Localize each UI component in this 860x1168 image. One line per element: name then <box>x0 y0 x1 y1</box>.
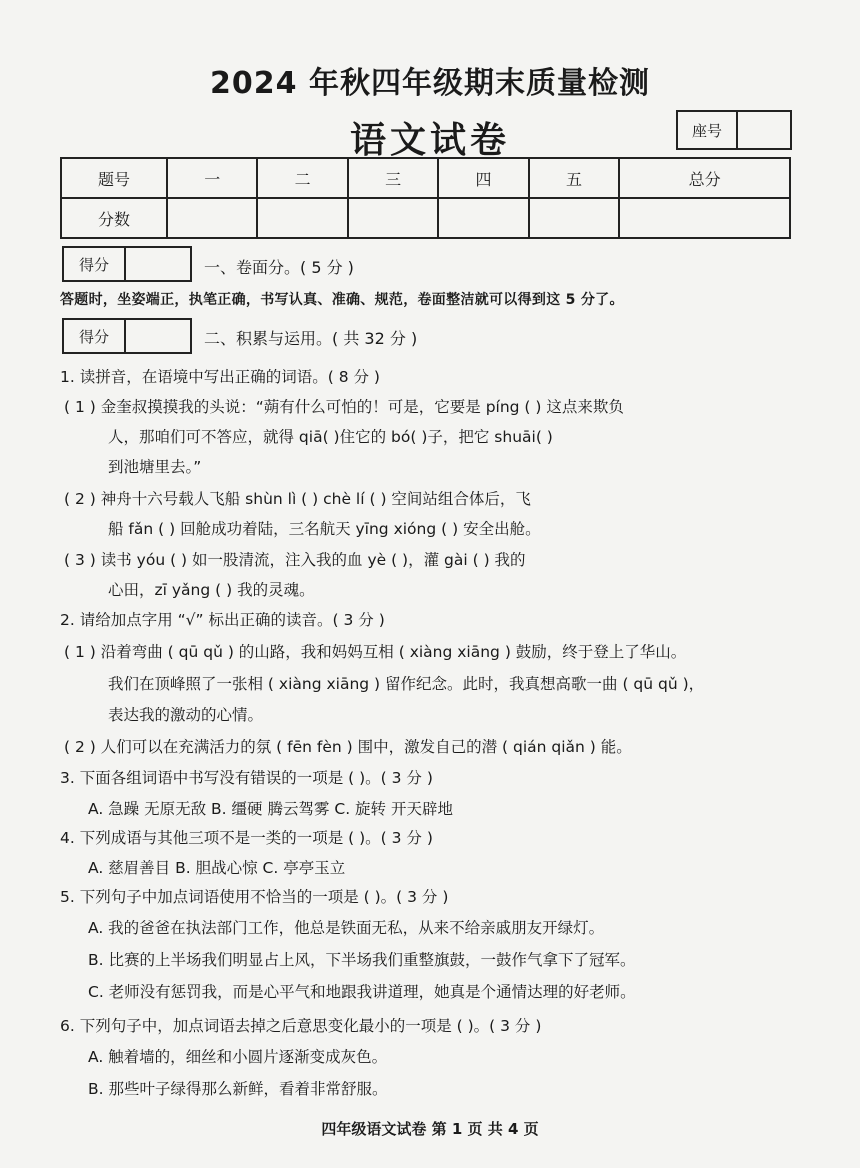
section-score-field[interactable] <box>126 320 190 352</box>
q6-option-a: A. 触着墙的，细丝和小圆片逐渐变成灰色。 <box>88 1048 388 1066</box>
section2-title: 二、积累与运用。( 共 32 分 ) <box>204 329 418 348</box>
score-table-score-row <box>61 198 790 238</box>
q1-p1-line: 人，那咱们可不答应，就得 qiā( )住它的 bó( )子，把它 shuāi( ) <box>108 428 553 446</box>
q4-options: A. 慈眉善目 B. 胆战心惊 C. 亭亭玉立 <box>88 859 346 877</box>
q6-option-b: B. 那些叶子绿得那么新鲜，看着非常舒服。 <box>88 1080 388 1098</box>
score-table-cell: 四 <box>438 158 528 198</box>
q3-stem: 3. 下面各组词语中书写没有错误的一项是 ( )。( 3 分 ) <box>60 769 433 787</box>
q5-option-b: B. 比赛的上半场我们明显占上风，下半场我们重整旗鼓，一鼓作气拿下了冠军。 <box>88 951 636 969</box>
section-score-field[interactable] <box>126 248 190 280</box>
score-table-cell: 一 <box>167 158 257 198</box>
score-field[interactable] <box>167 198 257 238</box>
score-table-cell: 题号 <box>61 158 167 198</box>
score-table-cell: 二 <box>257 158 347 198</box>
exam-title: 2024 年秋四年级期末质量检测 <box>210 66 650 101</box>
q1-p1-line: 到池塘里去。” <box>108 458 202 476</box>
score-field[interactable] <box>619 198 790 238</box>
q2-stem: 2. 请给加点字用 “√” 标出正确的读音。( 3 分 ) <box>60 611 385 629</box>
seat-number-field[interactable] <box>738 112 790 148</box>
section2-score-box <box>62 318 192 354</box>
score-field[interactable] <box>348 198 438 238</box>
q2-p1-line: 我们在顶峰照了一张相 ( xiàng xiāng ) 留作纪念。此时，我真想高歌一曲 ( qū qǔ )， <box>108 675 705 693</box>
page-footer: 四年级语文试卷 第 1 页 共 4 页 <box>321 1120 539 1138</box>
section-score-label: 得分 <box>64 248 126 280</box>
score-field[interactable] <box>257 198 347 238</box>
score-table <box>60 157 791 239</box>
q2-p1-line: 表达我的激动的心情。 <box>108 706 264 724</box>
section1-title: 一、卷面分。( 5 分 ) <box>204 258 354 277</box>
score-field[interactable] <box>438 198 528 238</box>
seat-number-label: 座号 <box>678 112 738 148</box>
score-field[interactable] <box>529 198 619 238</box>
q2-p2-line: ( 2 ) 人们可以在充满活力的氛 ( fēn fèn ) 围中，激发自己的潜 ( qián qiǎn ) 能。 <box>64 738 632 756</box>
seat-number-box <box>676 110 792 150</box>
q2-p1-line: ( 1 ) 沿着弯曲 ( qū qǔ ) 的山路，我和妈妈互相 ( xiàng xiāng ) 鼓励，终于登上了华山。 <box>64 643 687 661</box>
q5-option-c: C. 老师没有惩罚我，而是心平气和地跟我讲道理，她真是个通情达理的好老师。 <box>88 983 636 1001</box>
q1-p2-line: ( 2 ) 神舟十六号载人飞船 shùn lì ( ) chè lí ( ) 空间站组合体后，飞 <box>64 490 531 508</box>
exam-subject-title: 语文试卷 <box>349 120 510 161</box>
score-table-cell: 五 <box>529 158 619 198</box>
q1-p3-line: 心田，zī yǎng ( ) 我的灵魂。 <box>108 581 315 599</box>
section1-text: 答题时，坐姿端正，执笔正确，书写认真、准确、规范，卷面整洁就可以得到这 5 分了。 <box>60 292 624 308</box>
q6-stem: 6. 下列句子中，加点词语去掉之后意思变化最小的一项是 ( )。( 3 分 ) <box>60 1017 542 1035</box>
q1-p2-line: 船 fǎn ( ) 回舱成功着陆，三名航天 yīng xióng ( ) 安全出舱。 <box>108 520 541 538</box>
q1-p1-line: ( 1 ) 金奎叔摸摸我的头说：“蒴有什么可怕的！可是，它要是 píng ( ) 这点来欺负 <box>64 398 624 416</box>
score-table-cell: 总分 <box>619 158 790 198</box>
q5-option-a: A. 我的爸爸在执法部门工作，他总是铁面无私，从来不给亲戚朋友开绿灯。 <box>88 919 605 937</box>
q1-p3-line: ( 3 ) 读书 yóu ( ) 如一股清流，注入我的血 yè ( )，灌 gài ( ) 我的 <box>64 551 526 569</box>
q5-stem: 5. 下列句子中加点词语使用不恰当的一项是 ( )。( 3 分 ) <box>60 888 449 906</box>
score-table-header-row <box>61 158 790 198</box>
score-table-cell: 分数 <box>61 198 167 238</box>
q1-stem: 1. 读拼音，在语境中写出正确的词语。( 8 分 ) <box>60 368 380 386</box>
q3-options: A. 急躁 无原无敌 B. 缰硬 腾云驾雾 C. 旋转 开天辟地 <box>88 800 453 818</box>
section1-score-box <box>62 246 192 282</box>
score-table-cell: 三 <box>348 158 438 198</box>
section-score-label: 得分 <box>64 320 126 352</box>
q4-stem: 4. 下列成语与其他三项不是一类的一项是 ( )。( 3 分 ) <box>60 829 433 847</box>
